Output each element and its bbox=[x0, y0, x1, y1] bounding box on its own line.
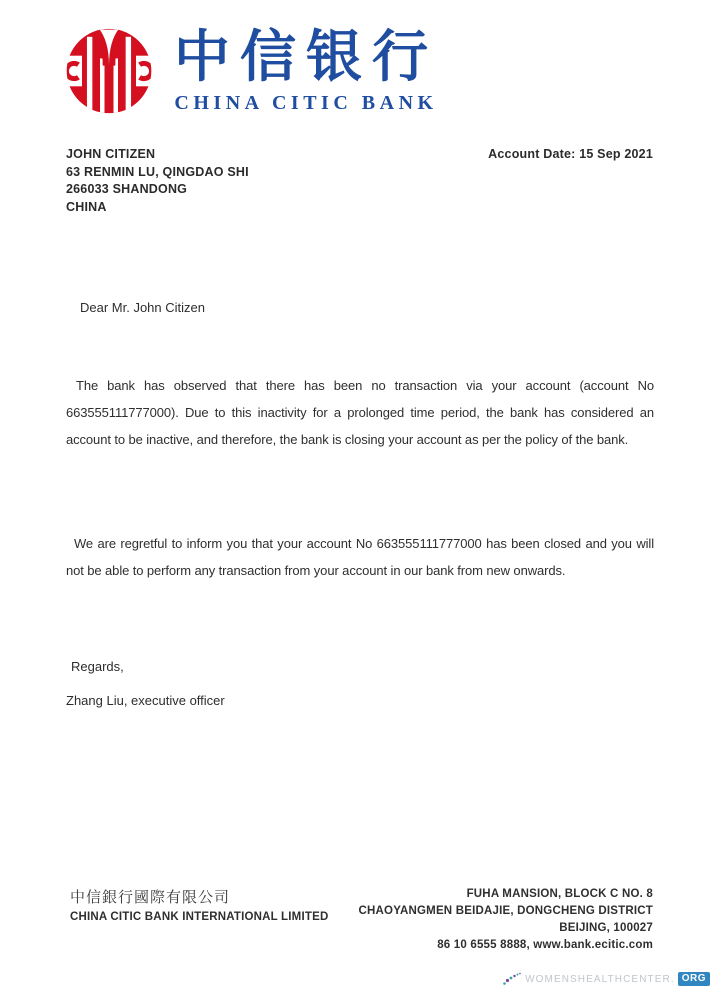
recipient-address bbox=[66, 146, 249, 216]
footer-address-block bbox=[359, 886, 653, 954]
bank-name-chinese: 中信银行 bbox=[174, 25, 438, 90]
company-name-english: CHINA CITIC BANK INTERNATIONAL LIMITED bbox=[70, 911, 329, 923]
footer-address-line: BEIJING, 100027 bbox=[559, 922, 653, 934]
footer-contact-line: 86 10 6555 8888, www.bank.ecitic.com bbox=[437, 939, 653, 951]
salutation: Dear Mr. John Citizen bbox=[80, 300, 205, 315]
recipient-country: CHINA bbox=[66, 199, 107, 214]
recipient-street: 63 RENMIN LU, QINGDAO SHI bbox=[66, 164, 249, 179]
bank-name-english: CHINA CITIC BANK bbox=[174, 92, 438, 114]
footer-company-block bbox=[70, 886, 328, 923]
company-name-chinese: 中信銀行國際有限公司 bbox=[70, 888, 231, 906]
citic-emblem-icon bbox=[64, 26, 154, 116]
signature-line: Zhang Liu, executive officer bbox=[66, 693, 225, 708]
bank-name-block bbox=[170, 26, 442, 115]
recipient-name: JOHN CITIZEN bbox=[66, 147, 156, 161]
closing-line: Regards, bbox=[71, 659, 124, 674]
footer-address-line: FUHA MANSION, BLOCK C NO. 8 bbox=[466, 888, 653, 900]
watermark-site-text: WOMENSHEALTHCENTER. bbox=[525, 973, 675, 985]
account-date bbox=[488, 147, 653, 161]
footer-address-line: CHAOYANGMEN BEIDAJIE, DONGCHENG DISTRICT bbox=[358, 905, 653, 917]
account-date-value: 15 Sep 2021 bbox=[579, 147, 653, 161]
watermark-tld-badge: ORG bbox=[678, 972, 710, 986]
watermark bbox=[502, 971, 710, 987]
watermark-dots-icon bbox=[502, 971, 522, 987]
body-paragraph-2: We are regretful to inform you that your account No 663555111777000 has been closed and you will not be able to perform any transaction from your account in our bank from new onwards. bbox=[66, 536, 654, 578]
body-paragraph-1: The bank has observed that there has been no transaction via your account (account No 663555111777000). Due to this inactivity for a prolonged time period, the bank has considered an account to be inactive, and therefore, the bank is closing your account as per the policy of the bank. bbox=[66, 378, 654, 447]
recipient-postal: 266033 SHANDONG bbox=[66, 182, 188, 196]
account-date-label: Account Date: bbox=[488, 147, 576, 161]
bank-logo bbox=[64, 26, 442, 116]
